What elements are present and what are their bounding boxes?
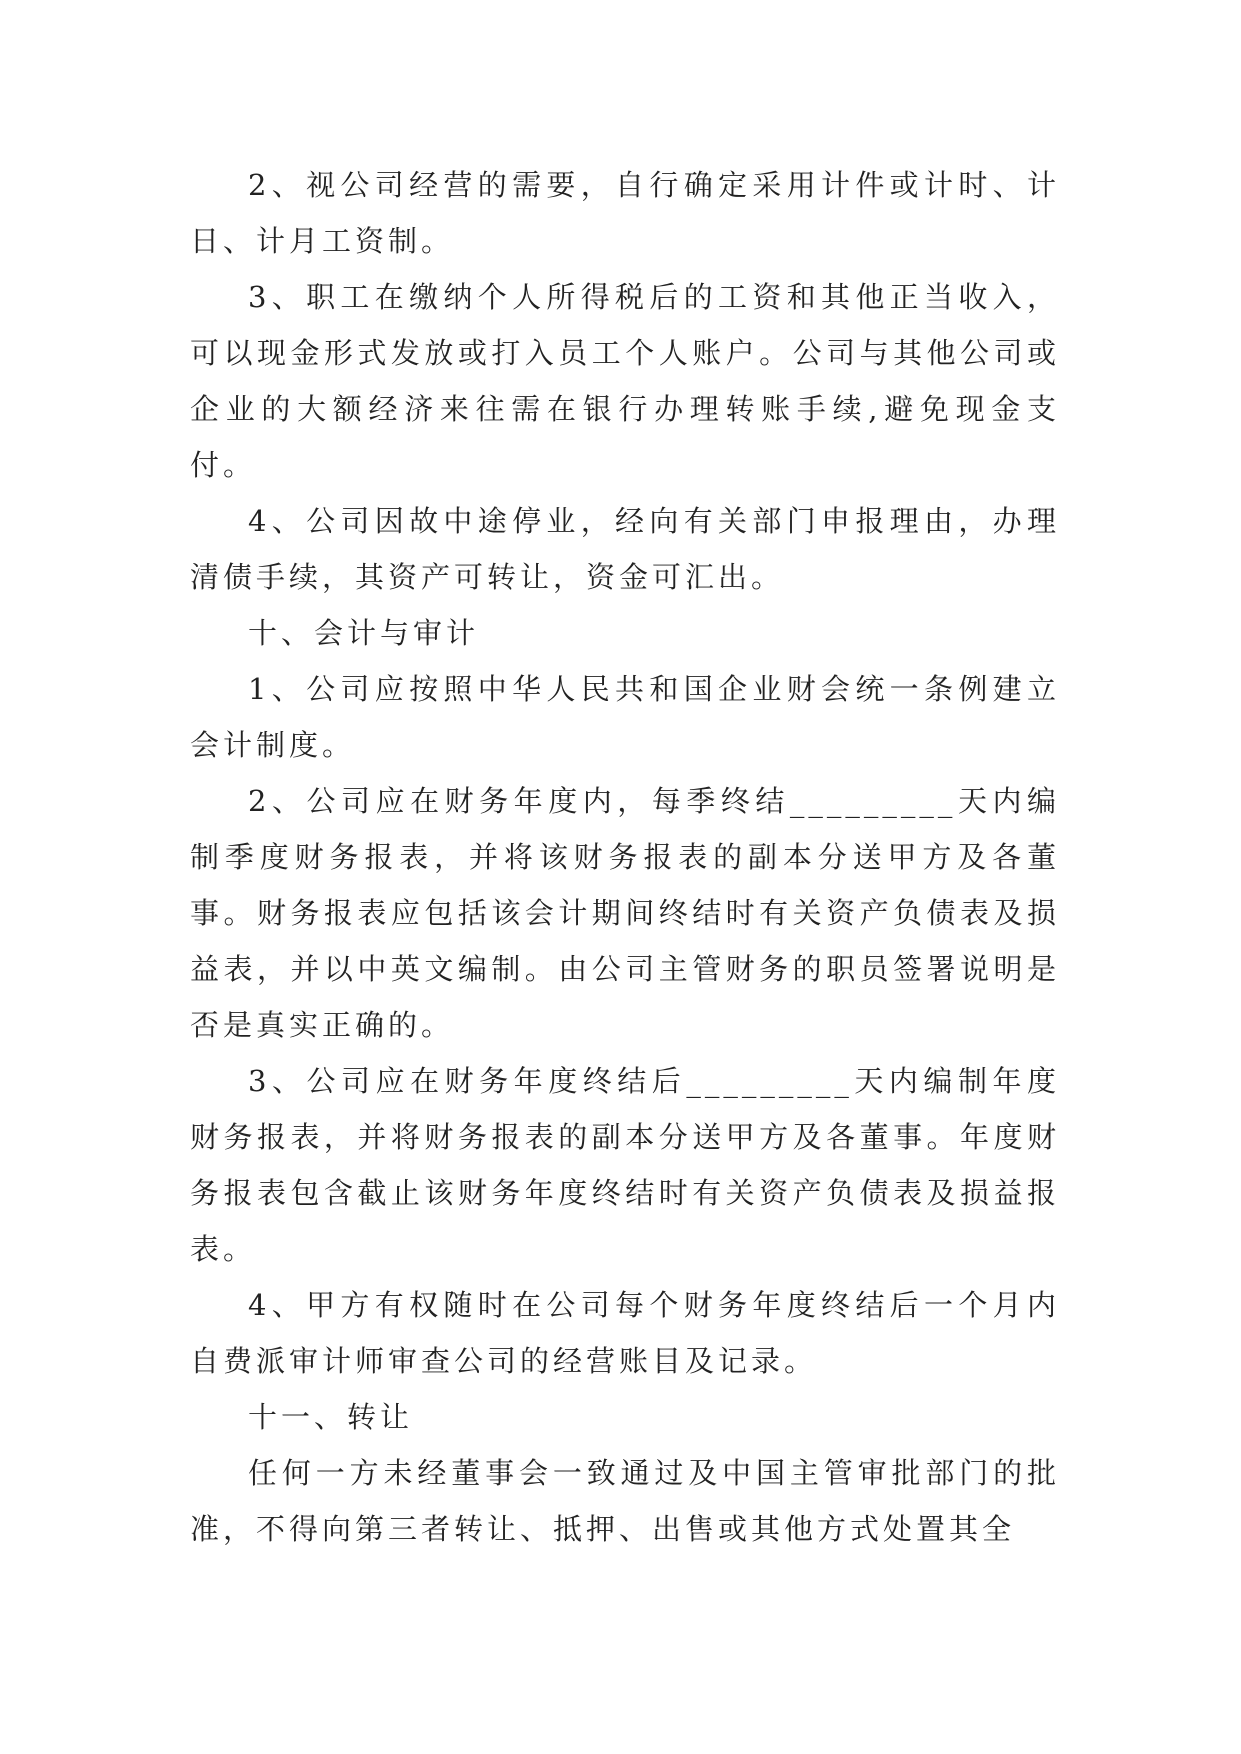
paragraph-annual-report: 3、公司应在财务年度终结后_________天内编制年度财务报表，并将财务报表的副本分送甲方及各董事。年度财务报表包含截止该财务年度终结时有关资产负债表及损益报表。: [190, 1064, 1060, 1266]
paragraph-income-payment: 3、职工在缴纳个人所得税后的工资和其他正当收入，可以现金形式发放或打入员工个人账户。公司与其他公司或企业的大额经济来往需在银行办理转账手续,避免现金支付。: [190, 280, 1060, 482]
section-heading-accounting-audit: 十、会计与审计: [248, 616, 480, 650]
paragraph-transfer-terms: 任何一方未经董事会一致通过及中国主管审批部门的批准，不得向第三者转让、抵押、出售或其他方式处置其全: [190, 1456, 1060, 1546]
section-heading-transfer: 十一、转让: [248, 1400, 414, 1434]
paragraph-quarterly-report: 2、公司应在财务年度内，每季终结_________天内编制季度财务报表，并将该财务报表的副本分送甲方及各董事。财务报表应包括该会计期间终结时有关资产负债表及损益表，并以中英文编制。由公司主管财务的职员签署说明是否是真实正确的。: [190, 784, 1060, 1042]
document-body: [190, 157, 1060, 1557]
paragraph-audit-right: 4、甲方有权随时在公司每个财务年度终结后一个月内自费派审计师审查公司的经营账目及记录。: [190, 1288, 1060, 1378]
paragraph-wage-system: 2、视公司经营的需要，自行确定采用计件或计时、计日、计月工资制。: [190, 168, 1060, 258]
paragraph-accounting-system: 1、公司应按照中华人民共和国企业财会统一条例建立会计制度。: [190, 672, 1060, 762]
paragraph-business-suspension: 4、公司因故中途停业，经向有关部门申报理由，办理清债手续，其资产可转让，资金可汇出。: [190, 504, 1060, 594]
